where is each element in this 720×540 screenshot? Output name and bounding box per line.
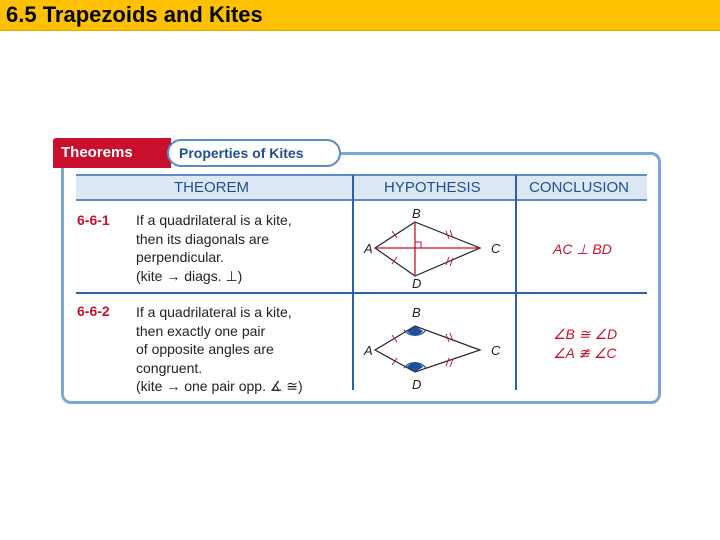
vertex-label-c: C bbox=[491, 241, 501, 256]
kite-diagram-diagonals bbox=[360, 200, 510, 292]
slide-title-bar bbox=[0, 0, 720, 31]
theorem-number: 6-6-2 bbox=[77, 303, 110, 319]
column-divider bbox=[352, 175, 354, 390]
theorem-number: 6-6-1 bbox=[77, 212, 110, 228]
slide-title: 6.5 Trapezoids and Kites bbox=[6, 2, 263, 27]
theorem-statement: If a quadrilateral is a kite, then its diagonals are perpendicular. (kite → diags. ⊥) bbox=[136, 212, 292, 284]
conclusion-text: AC ⊥ BD bbox=[553, 241, 612, 257]
vertex-label-d: D bbox=[412, 377, 422, 392]
conclusion-text: ∠B ≅ ∠D bbox=[553, 326, 618, 342]
row-divider bbox=[76, 292, 647, 294]
column-divider bbox=[515, 175, 517, 390]
column-header-conclusion: CONCLUSION bbox=[529, 179, 630, 196]
kite-diagram-angles bbox=[360, 300, 510, 392]
vertex-label-b: B bbox=[412, 206, 421, 221]
vertex-label-b: B bbox=[412, 305, 421, 320]
vertex-label-a: A bbox=[364, 343, 373, 358]
theorem-statement: If a quadrilateral is a kite, then exactly one pair of opposite angles are congruent. (kite → one pair opp. ∡ ≅) bbox=[136, 304, 303, 394]
properties-tab-title: Properties of Kites bbox=[167, 139, 341, 167]
conclusion-text: ∠A ≇ ∠C bbox=[553, 345, 617, 361]
column-header-hypothesis: HYPOTHESIS bbox=[384, 179, 481, 196]
vertex-label-a: A bbox=[364, 241, 373, 256]
vertex-label-c: C bbox=[491, 343, 501, 358]
theorems-tab: Theorems bbox=[53, 138, 171, 168]
vertex-label-d: D bbox=[412, 276, 422, 291]
column-header-theorem: THEOREM bbox=[174, 179, 249, 196]
